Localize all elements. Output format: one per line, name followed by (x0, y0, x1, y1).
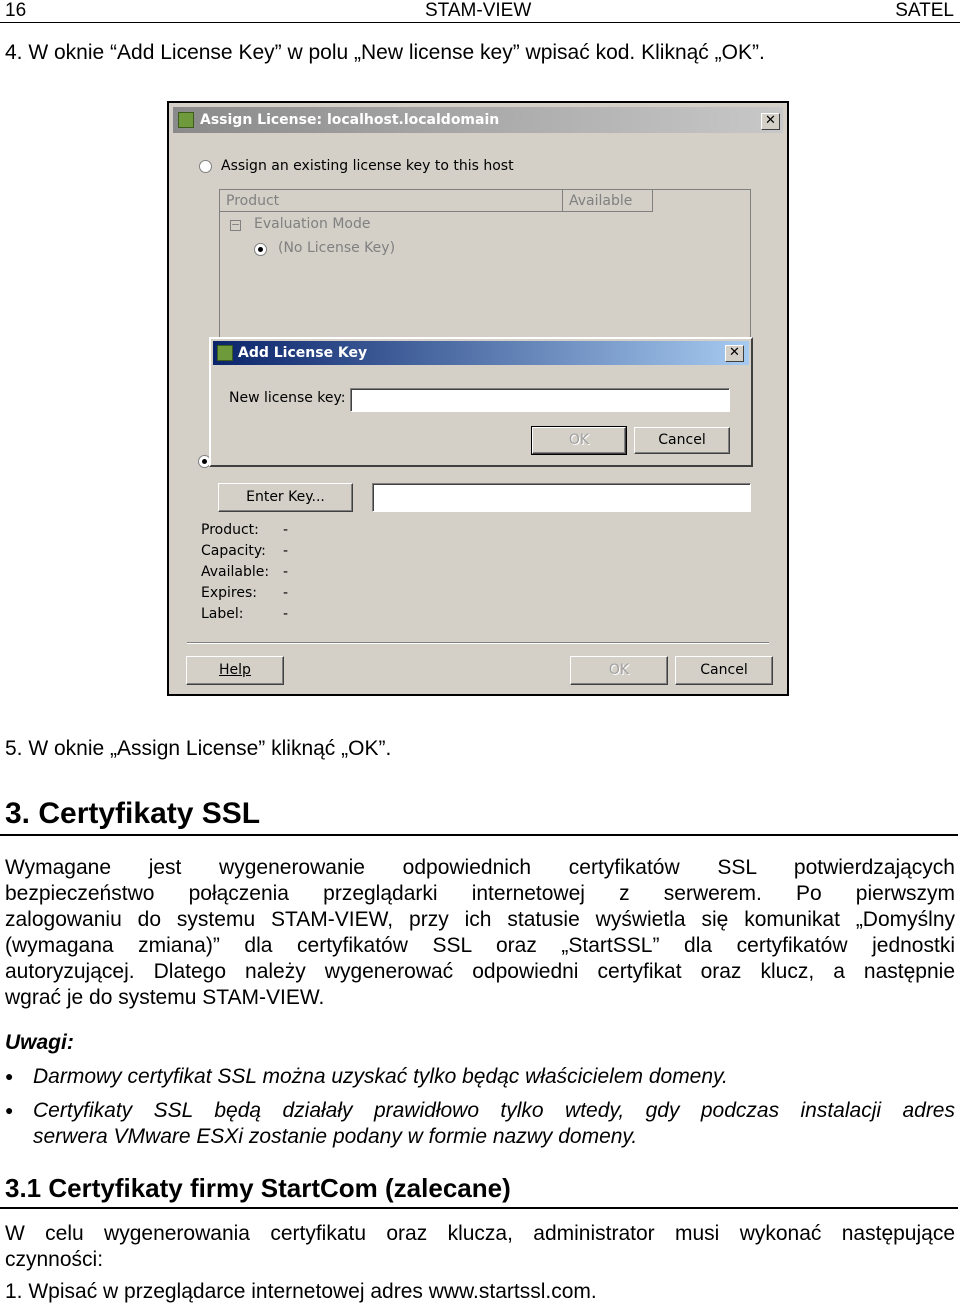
note-1: Darmowy certyfikat SSL można uzyskać tylko będąc właścicielem domeny. (33, 1065, 728, 1088)
vmware-icon (178, 112, 194, 128)
column-available[interactable]: Available (563, 190, 653, 212)
info-value-capacity: - (283, 543, 289, 559)
vmware-icon (217, 345, 233, 361)
page-header (0, 0, 960, 23)
radio-existing-key[interactable] (199, 160, 212, 173)
paragraph-line: czynności: (5, 1248, 104, 1271)
radio-existing-key-label: Assign an existing license key to this host (221, 158, 514, 174)
ok-button[interactable]: OK (570, 656, 668, 685)
enter-key-button[interactable]: Enter Key... (218, 483, 353, 512)
info-label-capacity: Capacity: (201, 543, 266, 559)
dialog-ok-button[interactable]: OK (532, 427, 626, 454)
assign-license-screenshot (167, 101, 789, 696)
help-button[interactable]: Help (186, 656, 284, 685)
paragraph-line: wgrać je do systemu STAM-VIEW. (5, 986, 325, 1009)
note-2-line: serwera VMware ESXi zostanie podany w formie nazwy domeny. (33, 1125, 638, 1148)
info-value-available: - (283, 564, 289, 580)
add-license-key-dialog (209, 337, 753, 467)
cancel-button[interactable]: Cancel (675, 656, 773, 685)
paragraph-line: zalogowaniu do systemu STAM-VIEW, przy ich statusie wyświetla się komunikat „Domyślny (5, 908, 955, 931)
page-number: 16 (5, 0, 27, 21)
paragraph-line: (wymagana zmiana)” dla certyfikatów SSL oraz „StartSSL” dla certyfikatów jednostki (5, 934, 955, 957)
add-license-key-titlebar (213, 341, 749, 365)
collapse-icon[interactable]: − (231, 218, 241, 231)
tree-evaluation-mode[interactable]: Evaluation Mode (254, 216, 371, 232)
section-3-1-paragraph (5, 1221, 955, 1273)
section-3-paragraph (5, 855, 955, 1011)
header-title: STAM-VIEW (425, 0, 532, 21)
license-list[interactable] (219, 189, 751, 344)
paragraph-line: bezpieczeństwo połączenia przeglądarki internetowej z serwerem. Po pierwszym (5, 882, 955, 905)
paragraph-line: autoryzującej. Dlatego należy wygenerować odpowiedni certyfikat oraz klucz, a następnie (5, 960, 955, 983)
close-icon[interactable]: ✕ (725, 345, 744, 362)
column-product[interactable]: Product (220, 190, 563, 212)
assign-license-title: Assign License: localhost.localdomain (200, 112, 500, 128)
info-value-label: - (283, 606, 289, 622)
dialog-cancel-button[interactable]: Cancel (634, 427, 730, 454)
note-2-line: Certyfikaty SSL będą działały prawidłowo tylko wtedy, gdy podczas instalacji adres (33, 1099, 955, 1122)
header-brand: SATEL (895, 0, 954, 21)
info-label-label: Label: (201, 606, 244, 622)
bullet-icon: ● (5, 1102, 14, 1118)
info-label-product: Product: (201, 522, 259, 538)
new-license-key-input[interactable] (350, 388, 730, 412)
notes-heading: Uwagi: (5, 1031, 74, 1054)
info-label-available: Available: (201, 564, 270, 580)
new-license-key-label: New license key: (229, 390, 346, 406)
bullet-icon: ● (5, 1068, 14, 1084)
info-value-expires: - (283, 585, 289, 601)
info-label-expires: Expires: (201, 585, 257, 601)
section-3-1-rule (0, 1207, 958, 1209)
tree-no-license-key[interactable]: (No License Key) (278, 240, 396, 256)
step-5-text: 5. W oknie „Assign License” kliknąć „OK”. (5, 737, 392, 760)
info-value-product: - (283, 522, 289, 538)
note-2 (33, 1098, 955, 1150)
section-3-1-heading: 3.1 Certyfikaty firmy StartCom (zalecane) (5, 1173, 511, 1203)
step-4-text: 4. W oknie “Add License Key” w polu „New license key” wpisać kod. Kliknąć „OK”. (5, 41, 765, 64)
section-3-heading: 3. Certyfikaty SSL (5, 797, 261, 830)
assign-license-titlebar (173, 107, 783, 133)
radio-no-license-key[interactable] (254, 243, 267, 256)
entered-key-field[interactable] (372, 483, 751, 512)
close-icon[interactable]: ✕ (761, 113, 780, 130)
step-1-text: 1. Wpisać w przeglądarce internetowej adres www.startssl.com. (5, 1280, 597, 1303)
section-3-rule (0, 834, 958, 836)
paragraph-line: Wymagane jest wygenerowanie odpowiednich certyfikatów SSL potwierdzających (5, 856, 955, 879)
paragraph-line: W celu wygenerowania certyfikatu oraz klucza, administrator musi wykonać następujące (5, 1222, 955, 1245)
footer-divider (187, 642, 769, 644)
add-license-key-title: Add License Key (238, 345, 368, 361)
